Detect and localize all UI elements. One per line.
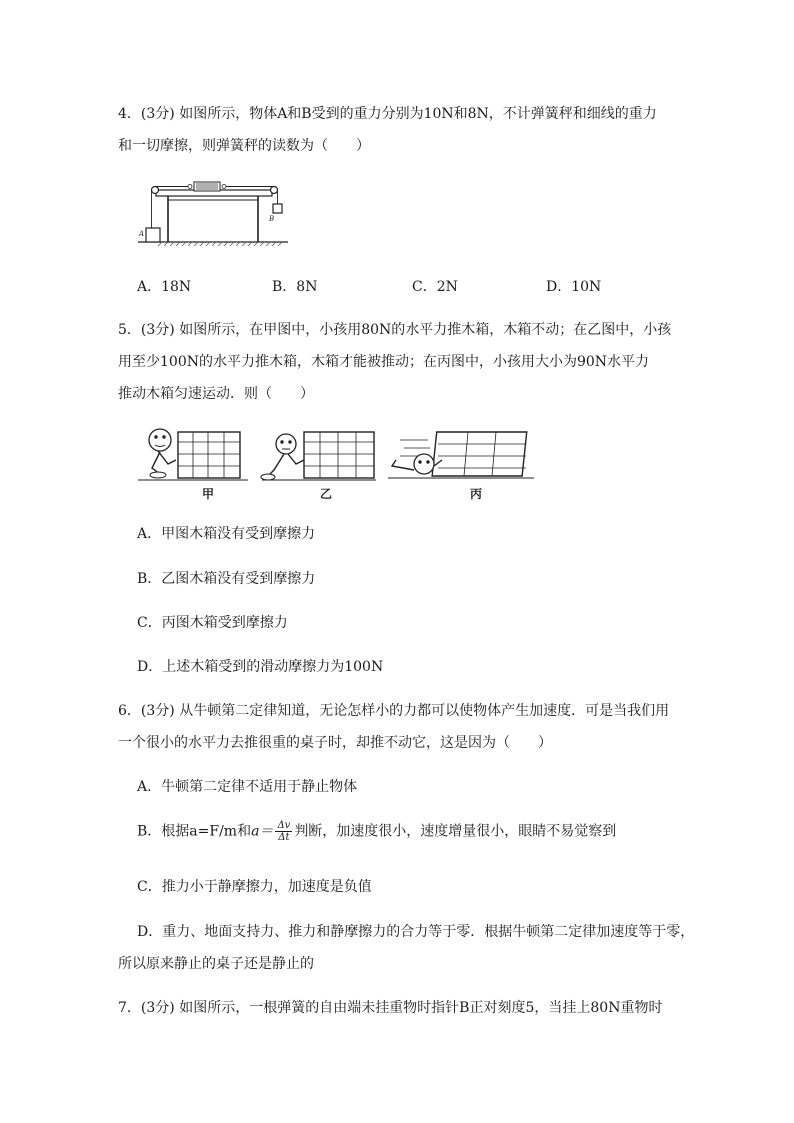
q5-stem-line2: 用至少100N的水平力推木箱，木箱才能被推动；在丙图中，小孩用大小为90N水平力	[118, 354, 650, 370]
q4-option-d[interactable]: D．10N	[546, 279, 602, 295]
q6-option-b-pre: B．根据a=F/m和	[137, 823, 252, 840]
caption-bing: 丙	[470, 487, 483, 501]
q6-option-d-line2: 所以原来静止的桌子还是静止的	[118, 956, 314, 972]
q4-option-b[interactable]: B．8N	[272, 279, 318, 295]
q5-option-c[interactable]: C．丙图木箱受到摩擦力	[137, 615, 288, 631]
q6-option-b[interactable]	[137, 820, 616, 843]
q5-option-d[interactable]: D．上述木箱受到的滑动摩擦力为100N	[137, 659, 384, 675]
q6-option-c[interactable]: C．推力小于静摩擦力，加速度是负值	[137, 879, 372, 895]
fraction-denominator: Δt	[278, 832, 290, 843]
q5-option-b[interactable]: B．乙图木箱没有受到摩擦力	[137, 571, 316, 587]
figure-yi	[261, 432, 376, 480]
q6-stem-line1: 6．(3分) 从牛顿第二定律知道，无论怎样小的力都可以使物体产生加速度．可是当我们用	[118, 703, 670, 719]
figure-jia	[138, 429, 248, 480]
caption-yi: 乙	[320, 487, 333, 501]
q6-option-b-eq: a＝	[251, 823, 274, 840]
fraction-numerator: Δv	[277, 820, 291, 831]
q4-stem-line2: 和一切摩擦，则弹簧秤的读数为（ ）	[118, 138, 370, 154]
caption-jia: 甲	[202, 487, 215, 501]
q4-figure	[138, 176, 288, 246]
q5-option-a[interactable]: A．甲图木箱没有受到摩擦力	[137, 526, 316, 542]
q4-option-a[interactable]: A．18N	[137, 279, 192, 295]
q6-stem-line2: 一个很小的水平力去推很重的桌子时，却推不动它，这是因为（ ）	[118, 735, 552, 751]
block-b-label: B	[269, 215, 275, 223]
block-a-label: A	[139, 230, 145, 238]
q5-figure	[138, 420, 538, 505]
q6-option-d-line1[interactable]: D．重力、地面支持力、推力和静摩擦力的合力等于零．根据牛顿第二定律加速度等于零，	[137, 924, 695, 940]
q6-option-b-post: 判断，加速度很小，速度增量很小，眼睛不易觉察到	[294, 823, 617, 840]
q5-stem-line1: 5．(3分) 如图所示，在甲图中，小孩用80N的水平力推木箱，木箱不动；在乙图中，小孩	[118, 322, 672, 338]
q7-stem-line1: 7．(3分) 如图所示，一根弹簧的自由端未挂重物时指针B正对刻度5，当挂上80N重物时	[118, 1000, 663, 1016]
q5-stem-line3: 推动木箱匀速运动．则（ ）	[118, 386, 314, 402]
delta-v-over-delta-t	[275, 820, 292, 843]
figure-bing	[388, 432, 534, 478]
q4-stem-line1: 4．(3分) 如图所示，物体A和B受到的重力分别为10N和8N，不计弹簧秤和细线的重力	[118, 106, 657, 122]
q6-option-a[interactable]: A．牛顿第二定律不适用于静止物体	[137, 779, 358, 795]
q4-option-c[interactable]: C．2N	[412, 279, 458, 295]
